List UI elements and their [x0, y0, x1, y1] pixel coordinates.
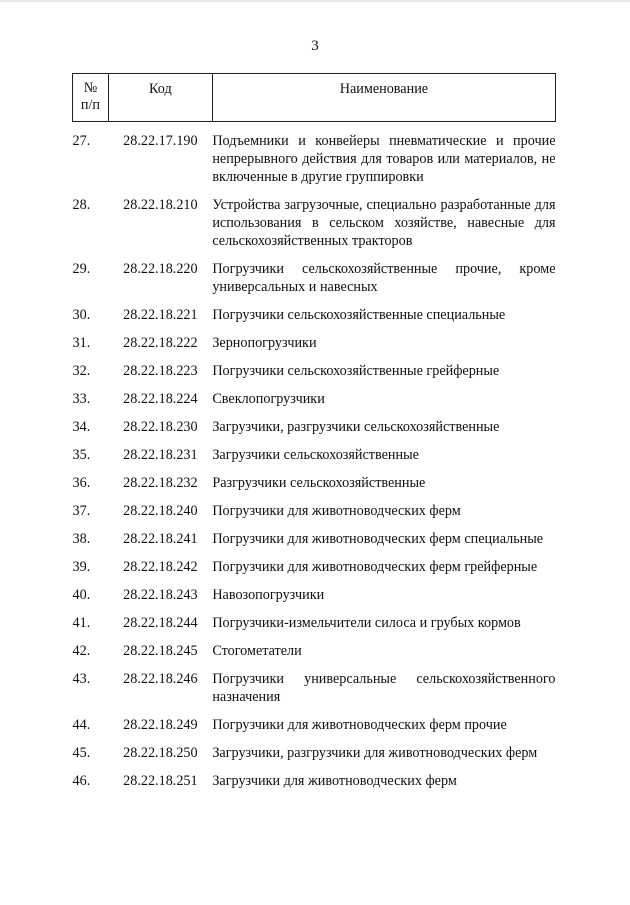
cell-name: Навозопогрузчики: [212, 587, 325, 603]
cell-num: 37.: [72, 503, 91, 519]
cell-num: 31.: [72, 335, 91, 351]
table-row: [73, 474, 556, 492]
cell-num: 33.: [72, 391, 91, 407]
row-spacer-cell: [73, 352, 556, 362]
cell-code: 28.22.18.231: [123, 447, 198, 463]
row-spacer-cell: [73, 186, 556, 196]
cell-name: Погрузчики сельскохозяйственные грейферные: [212, 363, 500, 379]
cell-num: 30.: [72, 307, 91, 323]
cell-name: Погрузчики для животноводческих ферм специальные: [212, 531, 544, 547]
table-row: [73, 260, 556, 296]
cell-num: 46.: [72, 773, 91, 789]
cell-code: 28.22.18.230: [123, 419, 198, 435]
row-spacer-cell: [73, 380, 556, 390]
row-spacer: [73, 660, 556, 670]
row-spacer: [73, 762, 556, 772]
table-row: [73, 418, 556, 436]
row-spacer: [73, 604, 556, 614]
cell-num: 38.: [72, 531, 91, 547]
table-row: [73, 744, 556, 762]
row-spacer: [73, 436, 556, 446]
cell-name: Зернопогрузчики: [212, 335, 317, 351]
row-spacer: [73, 186, 556, 196]
table-row: [73, 586, 556, 604]
cell-name: Погрузчики универсальные сельскохозяйственного назначения: [212, 671, 556, 705]
row-spacer: [73, 734, 556, 744]
cell-name: Загрузчики сельскохозяйственные: [212, 447, 419, 463]
row-spacer: [73, 296, 556, 306]
cell-num: 27.: [72, 133, 91, 149]
page-number: 3: [311, 38, 319, 54]
cell-name: Загрузчики для животноводческих ферм: [212, 773, 457, 789]
row-spacer-cell: [73, 492, 556, 502]
table-row: [73, 670, 556, 706]
cell-code: 28.22.18.232: [123, 475, 198, 491]
table-row: [73, 716, 556, 734]
row-spacer-cell: [73, 296, 556, 306]
row-spacer-cell: [73, 734, 556, 744]
table-header-row: [73, 74, 556, 122]
cell-code: 28.22.18.210: [123, 197, 198, 213]
cell-name: Погрузчики-измельчители силоса и грубых кормов: [212, 615, 521, 631]
row-spacer: [73, 632, 556, 642]
cell-num: 29.: [72, 261, 91, 277]
header-name: Наименование: [212, 74, 555, 122]
row-spacer: [73, 122, 556, 133]
row-spacer-cell: [73, 660, 556, 670]
row-spacer-cell: [73, 408, 556, 418]
cell-name: Стогометатели: [212, 643, 302, 659]
cell-name: Загрузчики, разгрузчики сельскохозяйственные: [212, 419, 500, 435]
cell-name: Погрузчики сельскохозяйственные прочие, кроме универсальных и навесных: [212, 261, 556, 295]
header-code: Код: [108, 74, 212, 122]
row-spacer-cell: [73, 576, 556, 586]
cell-name: Свеклопогрузчики: [212, 391, 325, 407]
table-row: [73, 502, 556, 520]
cell-num: 41.: [72, 615, 91, 631]
page-top-edge: [0, 0, 630, 2]
row-spacer: [73, 464, 556, 474]
row-spacer: [73, 408, 556, 418]
cell-code: 28.22.18.220: [123, 261, 198, 277]
row-spacer-cell: [73, 604, 556, 614]
table-row: [73, 772, 556, 790]
cell-num: 40.: [72, 587, 91, 603]
table-row: [73, 390, 556, 408]
cell-name: Погрузчики для животноводческих ферм прочие: [212, 717, 507, 733]
row-spacer: [73, 380, 556, 390]
table-row: [73, 614, 556, 632]
row-spacer: [73, 576, 556, 586]
cell-code: 28.22.18.243: [123, 587, 198, 603]
row-spacer-cell: [73, 436, 556, 446]
header-num: [73, 74, 109, 122]
row-spacer-cell: [73, 250, 556, 260]
cell-num: 43.: [72, 671, 91, 687]
table-row: [73, 362, 556, 380]
row-spacer-cell: [73, 706, 556, 716]
table-row: [73, 334, 556, 352]
row-spacer: [73, 324, 556, 334]
table-row: [73, 642, 556, 660]
cell-name: Загрузчики, разгрузчики для животноводческих ферм: [212, 745, 538, 761]
cell-num: 44.: [72, 717, 91, 733]
cell-name: Разгрузчики сельскохозяйственные: [212, 475, 426, 491]
cell-num: 45.: [72, 745, 91, 761]
cell-code: 28.22.18.224: [123, 391, 198, 407]
cell-name: Погрузчики для животноводческих ферм грейферные: [212, 559, 538, 575]
table-body: [73, 122, 556, 791]
cell-num: 36.: [72, 475, 91, 491]
cell-num: 39.: [72, 559, 91, 575]
table-row: [73, 558, 556, 576]
table-row: [73, 132, 556, 186]
cell-code: 28.22.18.251: [123, 773, 198, 789]
row-spacer: [73, 352, 556, 362]
row-spacer: [73, 706, 556, 716]
cell-name: Погрузчики для животноводческих ферм: [212, 503, 461, 519]
table-row: [73, 446, 556, 464]
classification-table: [72, 73, 556, 790]
row-spacer-cell: [73, 632, 556, 642]
row-spacer-cell: [73, 122, 556, 133]
table-row: [73, 306, 556, 324]
row-spacer: [73, 548, 556, 558]
cell-code: 28.22.18.244: [123, 615, 198, 631]
cell-code: 28.22.18.240: [123, 503, 198, 519]
row-spacer-cell: [73, 548, 556, 558]
cell-name: Подъемники и конвейеры пневматические и прочие непрерывного действия для товаров или материалов, не включенные в другие группировки: [212, 133, 556, 185]
cell-code: 28.22.18.242: [123, 559, 198, 575]
row-spacer-cell: [73, 762, 556, 772]
cell-code: 28.22.18.221: [123, 307, 198, 323]
cell-code: 28.22.18.245: [123, 643, 198, 659]
header-num-label: № п/п: [80, 80, 101, 113]
row-spacer-cell: [73, 324, 556, 334]
cell-code: 28.22.18.249: [123, 717, 198, 733]
cell-num: 28.: [72, 197, 91, 213]
cell-code: 28.22.18.246: [123, 671, 198, 687]
cell-name: Погрузчики сельскохозяйственные специальные: [212, 307, 506, 323]
row-spacer-cell: [73, 464, 556, 474]
cell-code: 28.22.18.222: [123, 335, 198, 351]
cell-num: 35.: [72, 447, 91, 463]
cell-num: 34.: [72, 419, 91, 435]
cell-num: 32.: [72, 363, 91, 379]
row-spacer: [73, 492, 556, 502]
row-spacer: [73, 250, 556, 260]
cell-code: 28.22.17.190: [123, 133, 198, 149]
cell-code: 28.22.18.241: [123, 531, 198, 547]
cell-code: 28.22.18.250: [123, 745, 198, 761]
row-spacer-cell: [73, 520, 556, 530]
cell-code: 28.22.18.223: [123, 363, 198, 379]
table-row: [73, 196, 556, 250]
row-spacer: [73, 520, 556, 530]
cell-num: 42.: [72, 643, 91, 659]
table-row: [73, 530, 556, 548]
cell-name: Устройства загрузочные, специально разработанные для использования в сельском хозяйстве, навесные для сельскохозяйственных тракторов: [212, 197, 556, 249]
